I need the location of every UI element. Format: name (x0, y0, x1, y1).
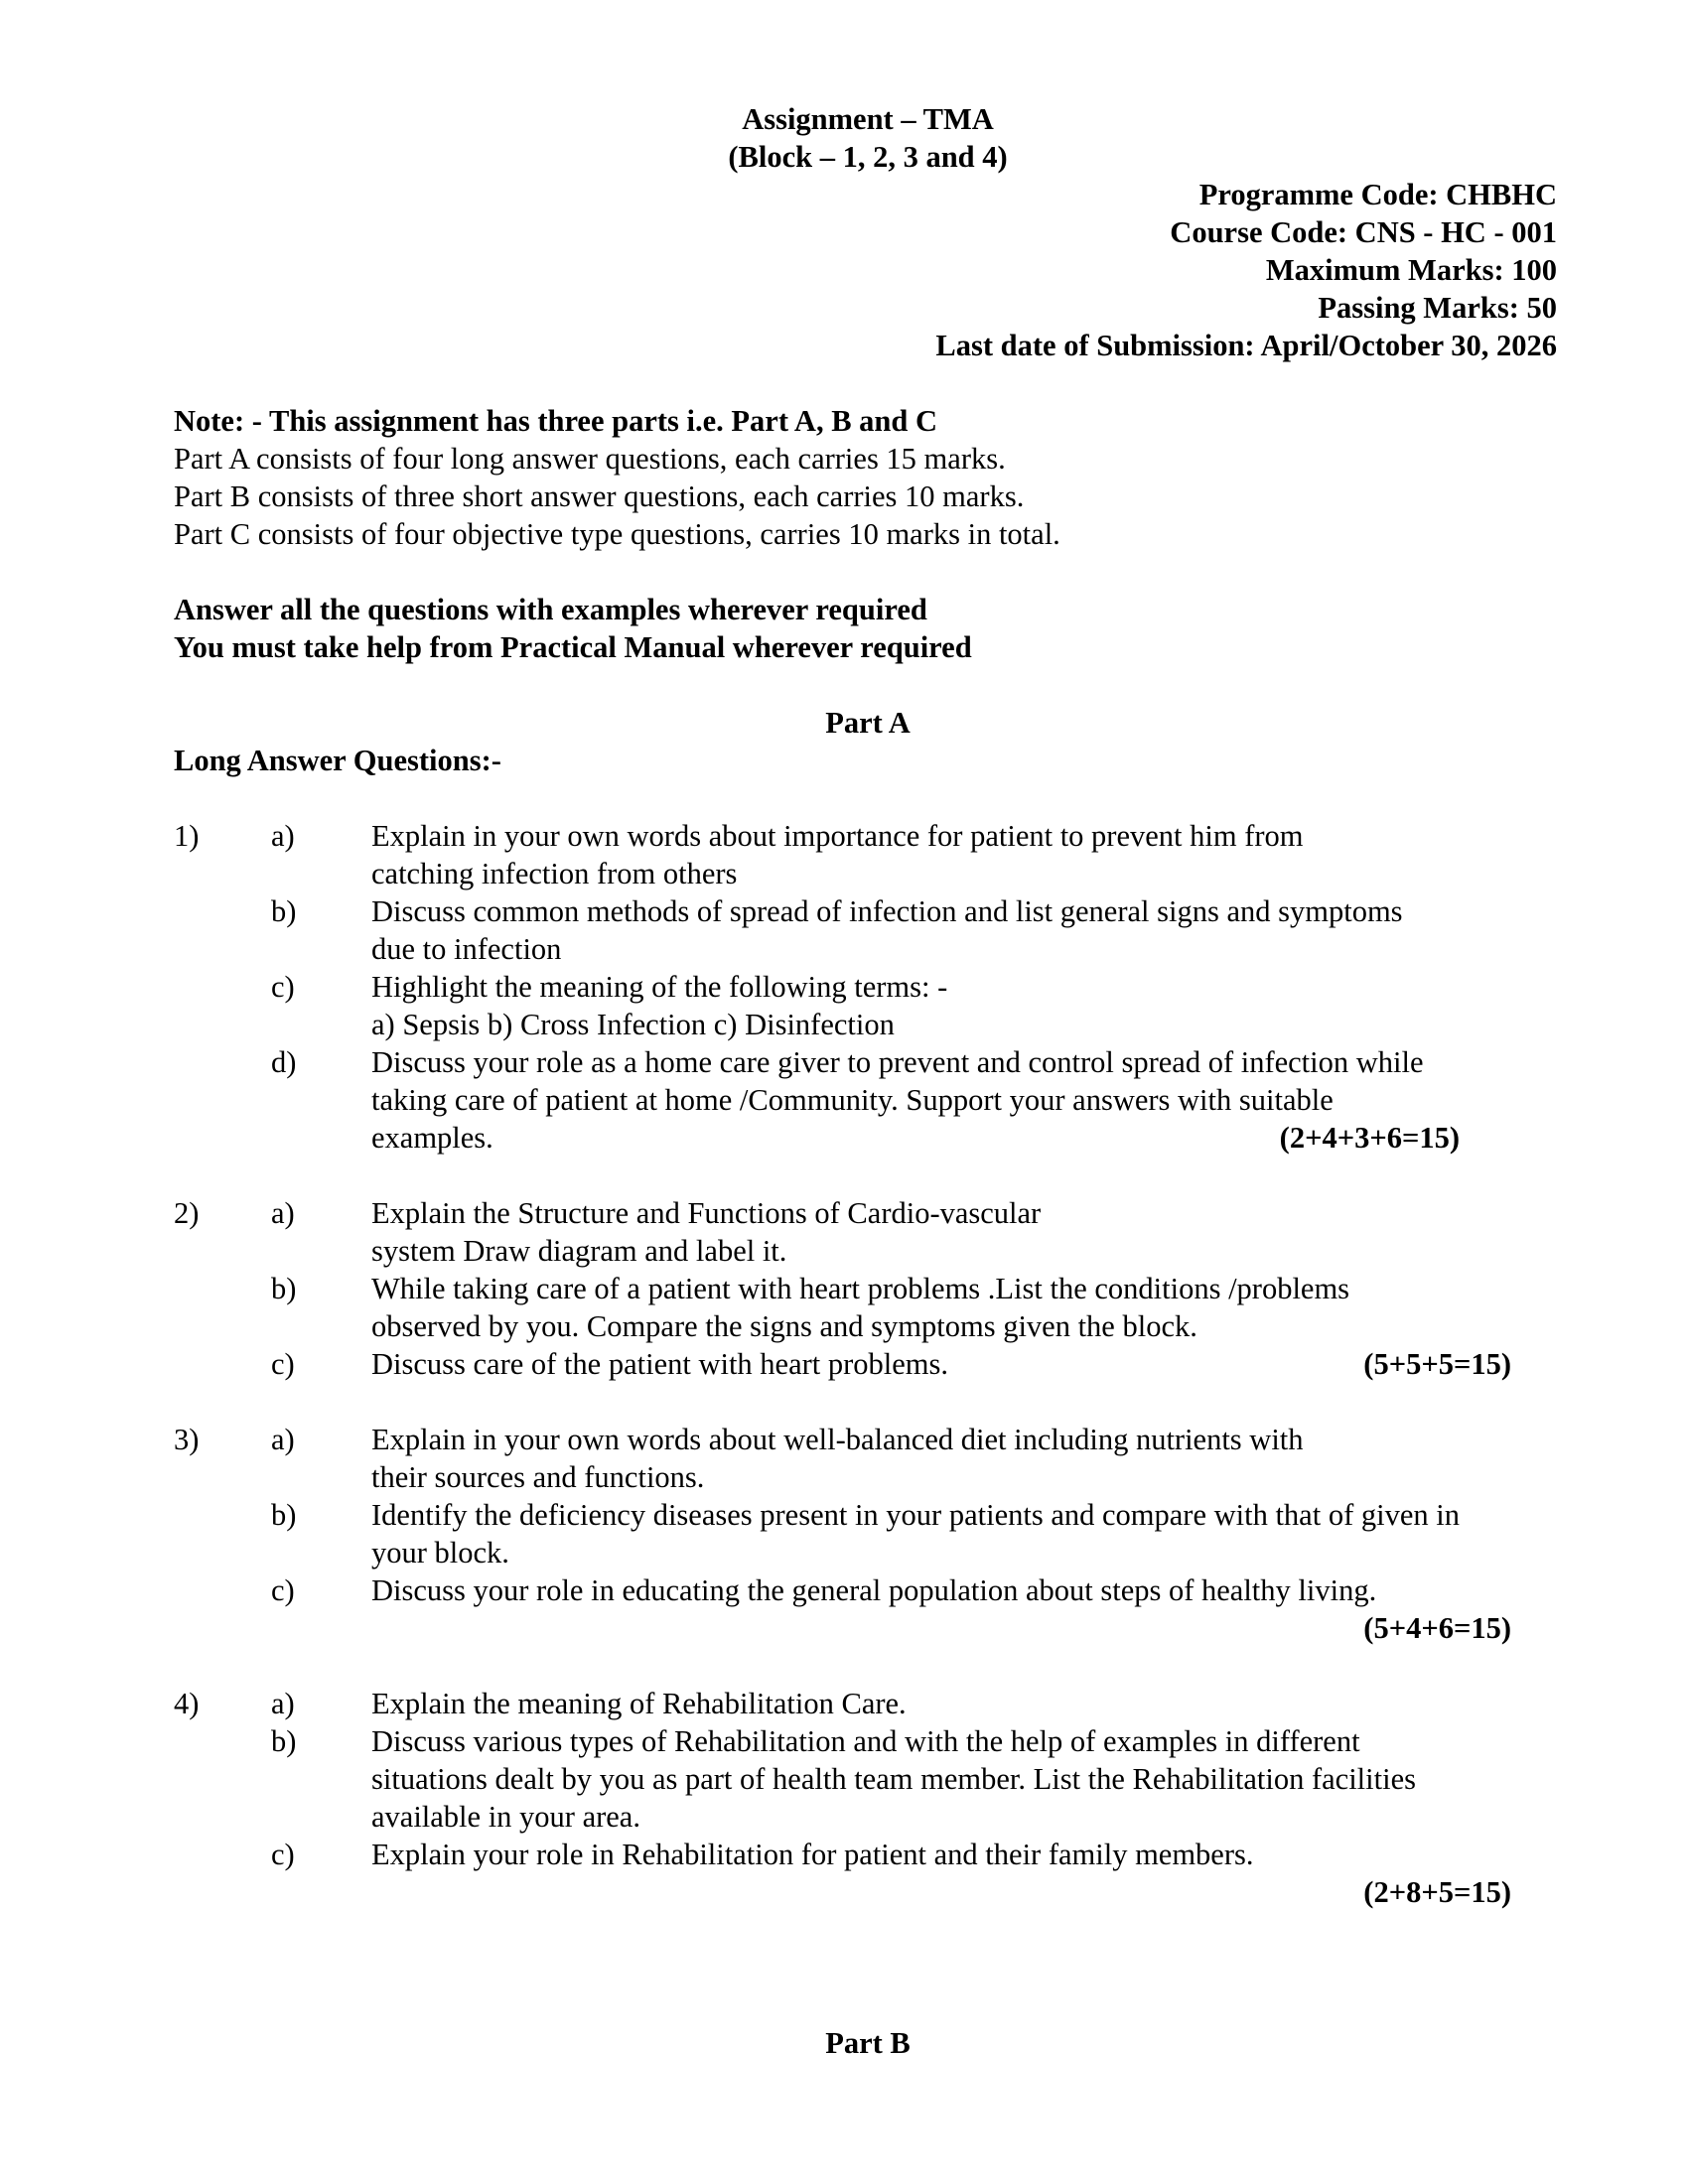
sub-question-text (371, 968, 1563, 1043)
text-line: Explain the Structure and Functions of Cardio-vascular (371, 1196, 1042, 1230)
sub-question-label: b) (271, 1272, 297, 1305)
text-line: Explain the meaning of Rehabilitation Care. (371, 1687, 907, 1720)
sub-question-label: a) (271, 1687, 295, 1720)
note-line-part-b: Part B consists of three short answer questions, each carries 10 marks. (174, 479, 1025, 513)
sub-question-text (371, 1496, 1563, 1571)
question-number: 3) (174, 1423, 200, 1456)
sub-question-text (371, 1836, 1563, 1873)
instruction-practical-manual: You must take help from Practical Manual wherever required (174, 630, 972, 664)
block-list: (Block – 1, 2, 3 and 4) (728, 140, 1008, 174)
part-a-subheading: Long Answer Questions:- (174, 744, 501, 777)
question-marks: (5+4+6=15) (1363, 1611, 1511, 1645)
part-b-heading: Part B (825, 2026, 911, 2060)
text-line: due to infection (371, 932, 562, 966)
note-heading: Note: - This assignment has three parts i.e. Part A, B and C (174, 404, 938, 438)
sub-question-text (371, 1270, 1563, 1345)
sub-question-label: c) (271, 1838, 295, 1871)
text-line: their sources and functions. (371, 1460, 705, 1494)
text-line: observed by you. Compare the signs and symptoms given the block. (371, 1309, 1197, 1343)
text-line: Discuss your role in educating the general population about steps of healthy living. (371, 1573, 1377, 1607)
sub-question-text (371, 1421, 1563, 1496)
text-line: Discuss your role as a home care giver to prevent and control spread of infection while (371, 1045, 1424, 1079)
sub-question-label: c) (271, 1573, 295, 1607)
sub-question-label: a) (271, 1423, 295, 1456)
sub-question-text (371, 892, 1563, 968)
sub-question-label: b) (271, 894, 297, 928)
question-number: 1) (174, 819, 200, 853)
sub-question-text (371, 817, 1563, 892)
text-line: Discuss various types of Rehabilitation and with the help of examples in different (371, 1724, 1360, 1758)
question-number: 2) (174, 1196, 200, 1230)
text-line: While taking care of a patient with heart problems .List the conditions /problems (371, 1272, 1350, 1305)
text-line: situations dealt by you as part of health team member. List the Rehabilitation facilities (371, 1762, 1416, 1796)
submission-deadline: Last date of Submission: April/October 30, 2026 (935, 329, 1557, 362)
text-line: a) Sepsis b) Cross Infection c) Disinfection (371, 1008, 895, 1041)
question-marks: (2+8+5=15) (1363, 1875, 1511, 1909)
text-line: Highlight the meaning of the following terms: - (371, 970, 948, 1004)
instruction-examples: Answer all the questions with examples wherever required (174, 593, 927, 626)
question-number: 4) (174, 1687, 200, 1720)
text-line: catching infection from others (371, 857, 738, 890)
text-line: examples. (371, 1121, 493, 1155)
text-line: system Draw diagram and label it. (371, 1234, 787, 1268)
course-code: Course Code: CNS - HC - 001 (1170, 215, 1557, 249)
sub-question-label: d) (271, 1045, 297, 1079)
sub-question-text (371, 1722, 1563, 1836)
assignment-title: Assignment – TMA (742, 102, 994, 136)
note-line-part-c: Part C consists of four objective type questions, carries 10 marks in total. (174, 517, 1060, 551)
text-line: your block. (371, 1536, 509, 1570)
part-a-heading: Part A (825, 706, 911, 740)
programme-code: Programme Code: CHBHC (1198, 178, 1557, 211)
text-line: Explain in your own words about importance for patient to prevent him from (371, 819, 1304, 853)
text-line: Explain your role in Rehabilitation for patient and their family members. (371, 1838, 1254, 1871)
passing-marks: Passing Marks: 50 (1318, 291, 1557, 325)
sub-question-label: b) (271, 1724, 297, 1758)
sub-question-label: c) (271, 970, 295, 1004)
text-line: taking care of patient at home /Community. Support your answers with suitable (371, 1083, 1334, 1117)
text-line: Discuss common methods of spread of infection and list general signs and symptoms (371, 894, 1403, 928)
text-line: Explain in your own words about well-balanced diet including nutrients with (371, 1423, 1304, 1456)
sub-question-label: a) (271, 819, 295, 853)
sub-question-text (371, 1685, 1563, 1722)
question-marks: (2+4+3+6=15) (1279, 1121, 1460, 1155)
sub-question-text (371, 1194, 1563, 1270)
sub-question-label: b) (271, 1498, 297, 1532)
question-marks: (5+5+5=15) (1363, 1347, 1511, 1381)
text-line: Identify the deficiency diseases present in your patients and compare with that of given in (371, 1498, 1460, 1532)
sub-question-label: a) (271, 1196, 295, 1230)
maximum-marks: Maximum Marks: 100 (1265, 253, 1557, 287)
sub-question-text (371, 1571, 1563, 1609)
text-line: available in your area. (371, 1800, 640, 1834)
note-line-part-a: Part A consists of four long answer questions, each carries 15 marks. (174, 442, 1006, 476)
sub-question-label: c) (271, 1347, 295, 1381)
text-line: Discuss care of the patient with heart problems. (371, 1347, 949, 1381)
